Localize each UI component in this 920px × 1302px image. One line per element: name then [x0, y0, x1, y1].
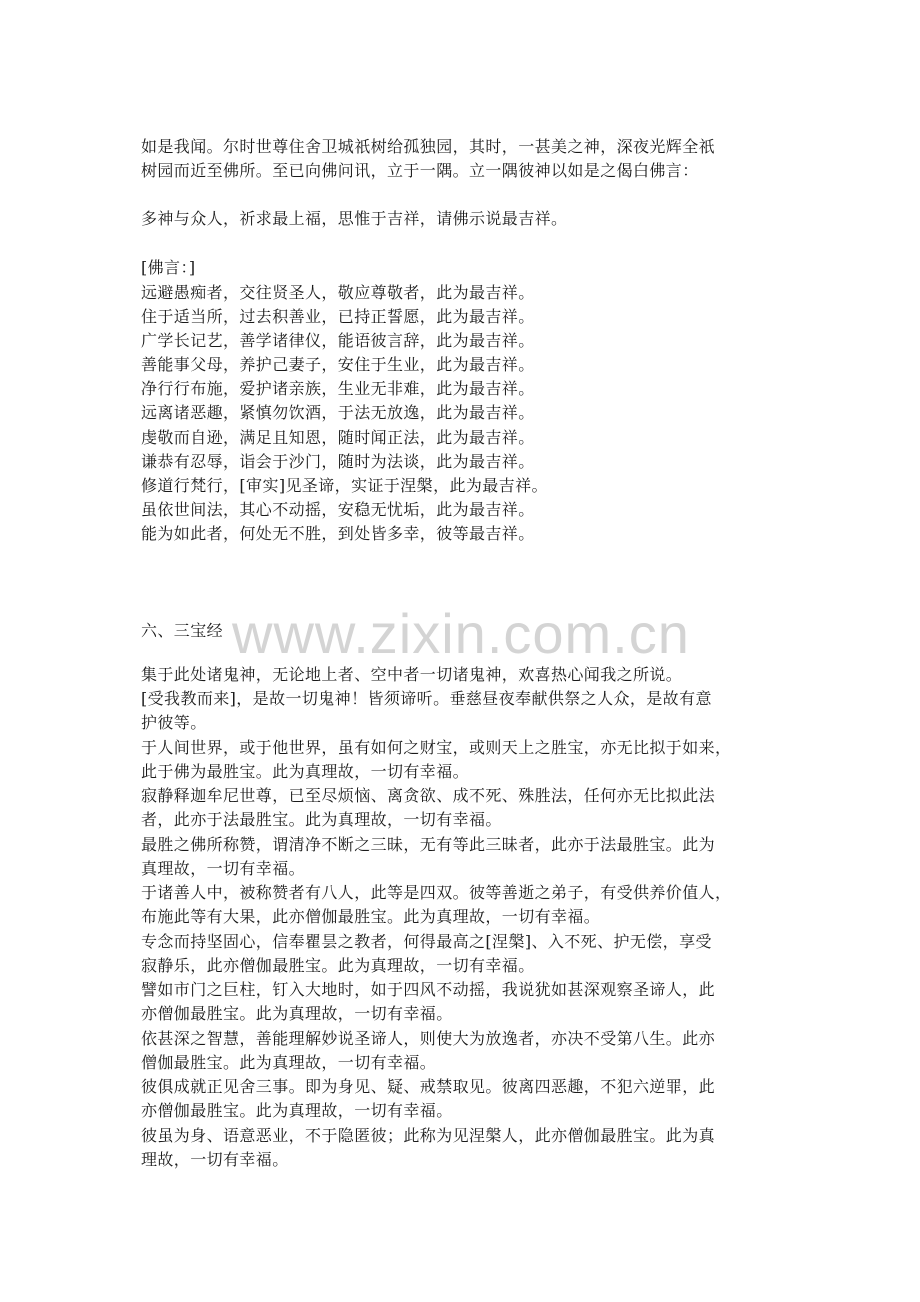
body-line: 此于佛为最胜宝。此为真理故，一切有幸福。: [141, 762, 470, 781]
verse-line: 虽依世间法，其心不动摇，安稳无忧垢，此为最吉祥。: [141, 500, 535, 519]
verse-line: 远离诸恶趣，紧慎勿饮酒，于法无放逸，此为最吉祥。: [141, 403, 535, 422]
question-verse: 多神与众人，祈求最上福，思惟于吉祥，请佛示说最吉祥。: [141, 209, 568, 228]
verse-line: 能为如此者，何处无不胜，到处皆多幸，彼等最吉祥。: [141, 524, 535, 543]
body-line: [受我教而来]，是故一切鬼神！皆须谛听。垂慈昼夜奉献供祭之人众，是故有意: [141, 689, 712, 708]
body-line: 彼俱成就正见舍三事。即为身见、疑、戒禁取见。彼离四恶趣，不犯六逆罪，此: [141, 1077, 716, 1096]
body-line: 僧伽最胜宝。此为真理故，一切有幸福。: [141, 1053, 437, 1072]
verse-line: 虔敬而自逊，满足且知恩，随时闻正法，此为最吉祥。: [141, 428, 535, 447]
body-line: 专念而持坚固心，信奉瞿昙之教者，何得最高之[涅槃]、入不死、护无偿，享受: [141, 932, 712, 951]
body-line: 寂静释迦牟尼世尊，已至尽烦恼、离贪欲、成不死、殊胜法，任何亦无比拟此法: [141, 786, 716, 805]
body-line: 者，此亦于法最胜宝。此为真理故，一切有幸福。: [141, 810, 502, 829]
body-line: 譬如市门之巨柱，钉入大地时，如于四风不动摇，我说犹如甚深观察圣谛人，此: [141, 980, 716, 999]
body-line: 最胜之佛所称赞，谓清净不断之三昧，无有等此三昧者，此亦于法最胜宝。此为: [141, 835, 716, 854]
body-line: 护彼等。: [141, 713, 207, 732]
body-line: 寂静乐，此亦僧伽最胜宝。此为真理故，一切有幸福。: [141, 956, 535, 975]
body-line: 亦僧伽最胜宝。此为真理故，一切有幸福。: [141, 1101, 453, 1120]
intro-line: 如是我闻。尔时世尊住舍卫城祇树给孤独园，其时，一甚美之神，深夜光辉全祇: [141, 137, 716, 156]
verse-line: 净行行布施，爱护诸亲族，生业无非难，此为最吉祥。: [141, 379, 535, 398]
body-line: 彼虽为身、语意恶业，不于隐匿彼；此称为见涅槃人，此亦僧伽最胜宝。此为真: [141, 1126, 716, 1145]
intro-line: 树园而近至佛所。至已向佛问讯，立于一隅。立一隅彼神以如是之偈白佛言：: [141, 161, 699, 180]
body-line: 集于此处诸鬼神，无论地上者、空中者一切诸鬼神，欢喜热心闻我之所说。: [141, 665, 683, 684]
buddha-label: [佛言：]: [141, 258, 196, 277]
body-line: 于人间世界，或于他世界，虽有如何之财宝，或则天上之胜宝，亦无比拟于如来，: [141, 738, 732, 757]
verse-line: 善能事父母，养护己妻子，安住于生业，此为最吉祥。: [141, 355, 535, 374]
body-line: 理故，一切有幸福。: [141, 1150, 289, 1169]
verse-line: 谦恭有忍辱，诣会于沙门，随时为法谈，此为最吉祥。: [141, 452, 535, 471]
verse-line: 广学长记艺，善学诸律仪，能语彼言辞，此为最吉祥。: [141, 331, 535, 350]
body-line: 布施此等有大果，此亦僧伽最胜宝。此为真理故，一切有幸福。: [141, 907, 601, 926]
body-line: 真理故，一切有幸福。: [141, 859, 306, 878]
verse-line: 住于适当所，过去积善业，已持正誓愿，此为最吉祥。: [141, 307, 535, 326]
verse-line: 修道行梵行，[审实]见圣谛，实证于涅槃，此为最吉祥。: [141, 476, 548, 495]
watermark: www.zixin.com.cn: [232, 602, 690, 665]
body-line: 亦僧伽最胜宝。此为真理故，一切有幸福。: [141, 1004, 453, 1023]
section-title: 六、三宝经: [141, 621, 224, 640]
body-line: 依甚深之智慧，善能理解妙说圣谛人，则使大为放逸者，亦决不受第八生。此亦: [141, 1029, 716, 1048]
verse-line: 远避愚痴者，交往贤圣人，敬应尊敬者，此为最吉祥。: [141, 283, 535, 302]
body-line: 于诸善人中，被称赞者有八人，此等是四双。彼等善逝之弟子，有受供养价值人，: [141, 883, 732, 902]
